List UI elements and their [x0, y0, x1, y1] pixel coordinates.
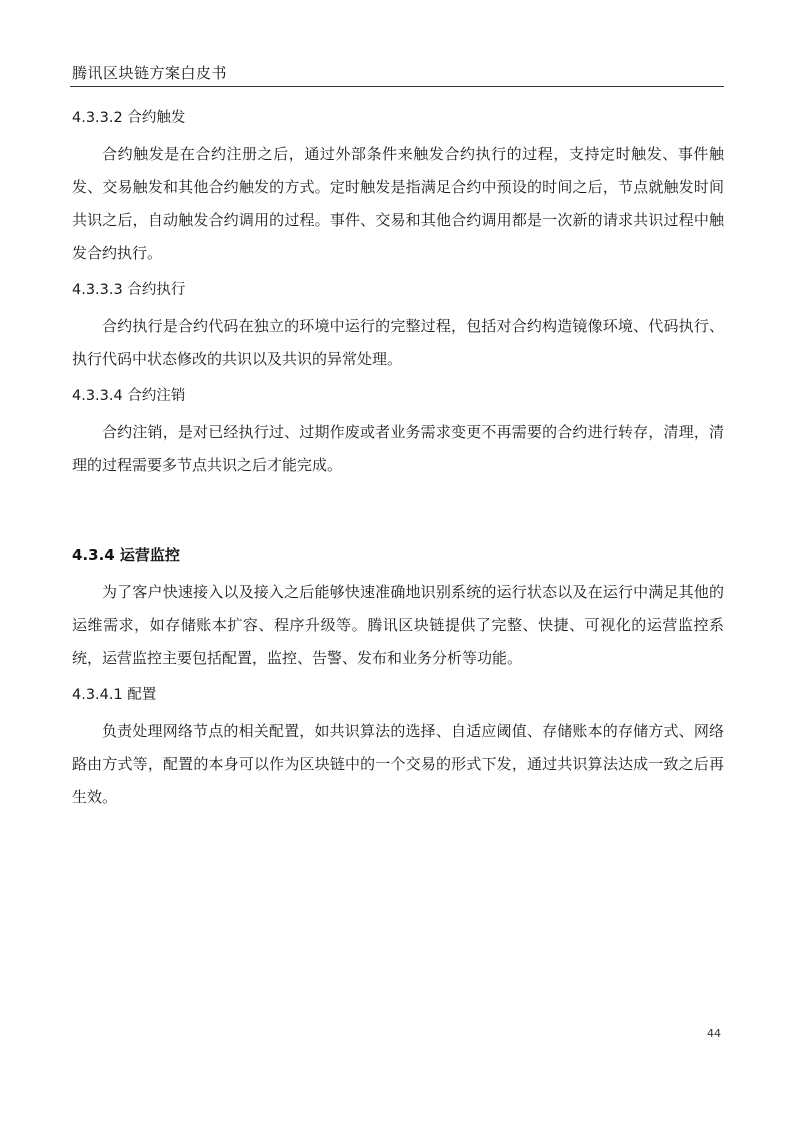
paragraph-contract-trigger: 合约触发是在合约注册之后，通过外部条件来触发合约执行的过程，支持定时触发、事件触发、交易触发和其他合约触发的方式。定时触发是指满足合约中预设的时间之后，节点就触发时间共识之后，自动触发合约调用的过程。事件、交易和其他合约调用都是一次新的请求共识过程中触发合约执行。 [72, 145, 724, 262]
header-divider [70, 86, 724, 87]
section-heading-operations-monitoring: 4.3.4 运营监控 [72, 546, 180, 564]
subsection-heading-contract-execution: 4.3.3.3 合约执行 [72, 282, 186, 298]
subsection-heading-configuration: 4.3.4.1 配置 [72, 687, 157, 703]
page-number: 44 [707, 1027, 721, 1040]
paragraph-contract-deregistration: 合约注销，是对已经执行过、过期作废或者业务需求变更不再需要的合约进行转存，清理，清理的过程需要多节点共识之后才能完成。 [72, 423, 724, 474]
page-body [72, 104, 724, 814]
paragraph-configuration: 负责处理网络节点的相关配置，如共识算法的选择、自适应阈值、存储账本的存储方式、网络路由方式等，配置的本身可以作为区块链中的一个交易的形式下发，通过共识算法达成一致之后再生效。 [72, 722, 724, 806]
running-header-title: 腾讯区块链方案白皮书 [72, 64, 228, 82]
paragraph-contract-execution: 合约执行是合约代码在独立的环境中运行的完整过程，包括对合约构造镜像环境、代码执行、执行代码中状态修改的共识以及共识的异常处理。 [72, 317, 724, 368]
paragraph-operations-monitoring: 为了客户快速接入以及接入之后能够快速准确地识别系统的运行状态以及在运行中满足其他的运维需求，如存储账本扩容、程序升级等。腾讯区块链提供了完整、快捷、可视化的运营监控系统，运营监控主要包括配置，监控、告警、发布和业务分析等功能。 [72, 583, 724, 667]
subsection-heading-contract-trigger: 4.3.3.2 合约触发 [72, 110, 186, 126]
subsection-heading-contract-deregistration: 4.3.3.4 合约注销 [72, 388, 186, 404]
